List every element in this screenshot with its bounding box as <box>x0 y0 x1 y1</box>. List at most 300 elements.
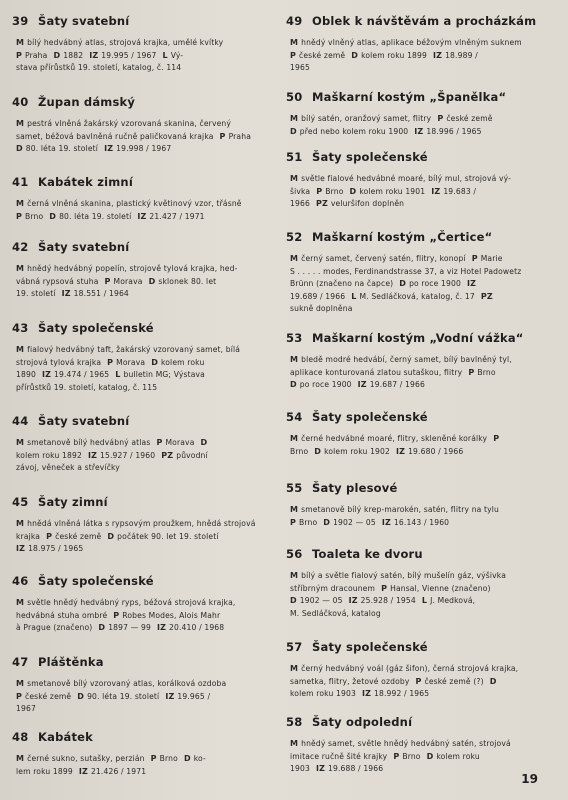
description-line <box>16 691 274 704</box>
field-key: M <box>16 754 25 763</box>
field-key: P <box>468 367 475 377</box>
field-key: PZ <box>161 450 174 460</box>
field-value: 25.928 / 1954 <box>360 596 416 606</box>
description-line <box>290 504 552 517</box>
field-value: světle hnědý hedvábný ryps, béžová strojová krajka, <box>27 598 236 607</box>
description-line <box>16 37 274 50</box>
entry-description <box>12 344 274 394</box>
field-key: L <box>351 291 357 301</box>
field-value: 19.995 / 1967 <box>101 50 157 60</box>
field-value: J. Medková, <box>430 596 476 606</box>
field-key: IZ <box>357 380 367 390</box>
description-line <box>16 543 274 556</box>
field-value: pestrá vlněná žakárský vzorovaná skanina, červený <box>27 119 232 128</box>
entry-heading <box>12 95 274 109</box>
catalog-entry <box>12 414 274 475</box>
description-line <box>16 211 274 224</box>
field-value: smetanově bílý vzorovaný atlas, korálková ozdoba <box>27 679 227 688</box>
description-line <box>290 763 552 776</box>
description-line <box>16 62 274 75</box>
field-key: IZ <box>104 144 114 154</box>
entry-description <box>286 433 552 458</box>
entry-description <box>286 37 552 75</box>
entry-title: Šaty plesové <box>312 481 398 495</box>
entry-heading <box>12 414 274 428</box>
entry-description <box>286 354 552 392</box>
entry-heading <box>286 715 552 729</box>
field-key: M <box>290 174 299 183</box>
field-key: P <box>290 50 297 60</box>
catalog-entry <box>12 95 274 156</box>
field-value: 19.689 / 1966 <box>290 291 346 301</box>
field-value: hedvábná stuha ombré <box>16 610 108 620</box>
field-value: černá vlněná skanina, plastický květinový vzor, třásně <box>27 199 242 208</box>
catalog-entry <box>12 495 274 556</box>
description-line <box>290 517 552 530</box>
field-value: české země (?) <box>424 676 484 686</box>
field-key: D <box>77 691 85 701</box>
description-line <box>16 357 274 370</box>
field-key: IZ <box>381 517 391 527</box>
field-key: D <box>148 276 156 286</box>
description-line <box>16 382 274 395</box>
field-value: světle fialové hedvábné moaré, bílý mul, strojová vý- <box>301 174 512 183</box>
description-line <box>16 263 274 276</box>
entry-heading <box>286 230 552 244</box>
entry-description <box>286 504 552 529</box>
field-value: 1890 <box>16 370 36 380</box>
field-value: 19.683 / <box>443 186 477 196</box>
entry-title: Šaty společenské <box>38 321 154 335</box>
entry-number: 41 <box>12 175 29 189</box>
field-value: kolem roku <box>436 751 480 761</box>
field-key: IZ <box>414 126 424 136</box>
description-line <box>290 198 552 211</box>
field-value: Vý- <box>170 50 184 60</box>
entry-number: 49 <box>286 14 303 28</box>
entry-heading <box>286 481 552 495</box>
field-key: D <box>200 438 208 447</box>
field-key: IZ <box>156 623 167 633</box>
entry-heading <box>12 495 274 509</box>
description-line <box>290 738 552 751</box>
field-key: D <box>183 754 191 763</box>
field-key: P <box>316 186 323 196</box>
field-key: M <box>290 505 299 514</box>
description-line <box>290 751 552 764</box>
field-value: imitace ručně šité krajky <box>290 751 388 761</box>
field-key: P <box>219 131 226 141</box>
entry-number: 44 <box>12 414 29 428</box>
field-value: české země <box>446 114 493 123</box>
field-value: 16.143 / 1960 <box>393 517 450 527</box>
field-value: přírůstků 19. století, katalog, č. 115 <box>16 382 158 392</box>
field-key: D <box>151 357 158 367</box>
field-key: M <box>290 38 299 47</box>
field-value: Brno <box>290 446 309 456</box>
description-line <box>16 344 274 357</box>
entry-description <box>12 518 274 556</box>
field-key: PZ <box>480 291 493 301</box>
catalog-entry <box>12 655 274 716</box>
field-value: sklonek 80. let <box>158 276 217 286</box>
field-key: D <box>290 596 297 606</box>
field-value: 1902 — 05 <box>299 596 343 606</box>
description-line <box>16 450 274 463</box>
description-line <box>16 143 274 156</box>
entry-heading <box>12 14 274 28</box>
field-key: P <box>493 434 500 443</box>
description-line <box>290 570 552 583</box>
entry-heading <box>286 331 552 345</box>
description-line <box>290 113 552 126</box>
field-value: bulletin MG; Výstava <box>123 370 205 380</box>
field-key: IZ <box>348 596 358 606</box>
field-value: 20.410 / 1968 <box>169 623 225 633</box>
entry-description <box>12 263 274 301</box>
field-key: P <box>113 610 120 620</box>
field-key: D <box>351 50 359 60</box>
catalog-entry <box>286 410 552 458</box>
entry-number: 55 <box>286 481 303 495</box>
description-line <box>16 462 274 475</box>
entry-title: Šaty svatební <box>38 14 130 28</box>
description-line <box>290 446 552 459</box>
catalog-entry <box>12 730 274 778</box>
description-line <box>290 688 552 701</box>
description-line <box>290 663 552 676</box>
field-value: 15.927 / 1960 <box>100 450 156 460</box>
entry-title: Šaty zimní <box>38 495 108 509</box>
field-value: 1965 <box>290 63 310 73</box>
field-key: M <box>290 254 299 263</box>
entry-title: Župan dámský <box>38 95 136 109</box>
entry-title: Maškarní kostým „Čertice“ <box>312 230 493 244</box>
field-value: vábná rypsová stuha <box>16 276 99 286</box>
field-key: D <box>323 517 331 527</box>
field-value: M. Sedláčková, katalog <box>290 608 381 618</box>
entry-heading <box>286 150 552 164</box>
field-value: 1902 — 05 <box>333 517 376 527</box>
field-value: sukně doplněna <box>290 304 353 314</box>
field-value: 1903 <box>290 764 310 774</box>
field-value: kolem roku <box>160 357 205 367</box>
field-value: 18.992 / 1965 <box>374 689 430 699</box>
catalog-entry <box>286 230 552 316</box>
entry-description <box>12 678 274 716</box>
entry-heading <box>12 655 274 669</box>
field-value: stříbrným dracounem <box>290 583 376 593</box>
entry-number: 47 <box>12 655 29 669</box>
field-value: Morava <box>116 357 146 367</box>
entry-heading <box>286 14 552 28</box>
field-value: Praha <box>228 131 251 141</box>
field-key: IZ <box>466 279 477 289</box>
field-value: po roce 1900 <box>409 279 461 289</box>
field-key: IZ <box>89 50 99 60</box>
description-line <box>290 379 552 392</box>
field-value: černé sukno, sutašky, perzián <box>27 754 145 763</box>
entry-number: 51 <box>286 150 303 164</box>
field-value: M. Sedláčková, katalog, č. 17 <box>359 291 475 301</box>
field-key: D <box>107 531 115 541</box>
field-value: Morava <box>113 276 143 286</box>
entry-title: Šaty odpolední <box>312 715 413 729</box>
description-line <box>16 531 274 544</box>
field-key: M <box>16 199 25 208</box>
field-key: M <box>16 679 25 688</box>
entry-title: Toaleta ke dvoru <box>312 547 423 561</box>
field-key: P <box>46 531 53 541</box>
field-key: M <box>16 38 25 47</box>
field-value: ko- <box>193 754 206 763</box>
entry-description <box>12 753 274 778</box>
field-key: IZ <box>165 691 175 701</box>
entry-heading <box>12 730 274 744</box>
entry-title: Šaty společenské <box>312 150 428 164</box>
field-value: šivka <box>290 186 311 196</box>
field-key: M <box>16 519 25 528</box>
field-key: L <box>421 596 428 606</box>
entry-description <box>12 118 274 156</box>
field-value: hnědý hedvábný popelín, strojově tylová krajka, hed- <box>27 264 238 273</box>
field-key: IZ <box>315 764 326 774</box>
field-value: 19. století <box>16 289 56 299</box>
field-key: P <box>104 276 111 286</box>
entry-heading <box>12 574 274 588</box>
field-key: P <box>107 357 114 367</box>
field-value: černé hedvábné moaré, flitry, skleněné korálky <box>301 434 488 443</box>
entry-heading <box>286 547 552 561</box>
field-value: 19.688 / 1966 <box>328 764 384 774</box>
field-value: 19.474 / 1965 <box>54 370 110 380</box>
field-key: IZ <box>361 689 372 699</box>
field-value: 1897 — 99 <box>108 623 151 633</box>
field-value: kolem roku 1892 <box>16 450 82 460</box>
description-line <box>16 288 274 301</box>
field-value: strojová tylová krajka <box>16 357 102 367</box>
entry-description <box>12 198 274 223</box>
field-value: smetanově bílý hedvábný atlas <box>27 438 151 447</box>
field-key: IZ <box>433 50 443 60</box>
field-value: Brno <box>325 186 344 196</box>
entry-title: Šaty společenské <box>38 574 154 588</box>
field-key: IZ <box>87 450 98 460</box>
entry-number: 39 <box>12 14 29 28</box>
description-line <box>16 131 274 144</box>
catalog-entry <box>286 331 552 392</box>
entry-description <box>286 738 552 776</box>
description-line <box>16 622 274 635</box>
field-value: aplikace konturovaná zlatou sutaškou, flitry <box>290 367 463 377</box>
field-key: M <box>16 345 25 354</box>
entry-description <box>286 663 552 701</box>
description-line <box>290 37 552 50</box>
catalog-entry <box>286 547 552 620</box>
description-line <box>16 518 274 531</box>
field-value: kolem roku 1901 <box>359 186 426 196</box>
field-value: hnědý samet, světle hnědý hedvábný satén, strojová <box>301 739 511 748</box>
field-value: 90. léta 19. století <box>87 691 160 701</box>
description-line <box>290 303 552 316</box>
description-line <box>290 367 552 380</box>
field-key: D <box>290 126 297 136</box>
field-key: M <box>16 438 25 447</box>
catalog-entry <box>286 715 552 776</box>
entry-number: 58 <box>286 715 303 729</box>
entry-description <box>286 570 552 620</box>
field-key: D <box>49 211 57 221</box>
entry-number: 53 <box>286 331 303 345</box>
description-line <box>290 62 552 75</box>
field-key: D <box>426 751 434 761</box>
field-value: Brno <box>402 751 421 761</box>
field-value: hnědá vlněná látka s rypsovým proužkem, hnědá strojová <box>27 519 256 528</box>
field-value: české země <box>25 691 72 701</box>
field-key: IZ <box>61 289 71 299</box>
entry-heading <box>286 410 552 424</box>
entry-heading <box>12 175 274 189</box>
field-key: D <box>314 446 322 456</box>
field-value: Brno <box>299 517 318 527</box>
field-value: černý samet, červený satén, flitry, konopí <box>301 254 466 263</box>
field-value: původní <box>176 450 208 460</box>
field-value: 19.687 / 1966 <box>369 380 425 390</box>
field-key: D <box>98 623 106 633</box>
entry-title: Šaty svatební <box>38 414 130 428</box>
entry-title: Pláštěnka <box>38 655 104 669</box>
entry-title: Šaty svatební <box>38 240 130 254</box>
field-value: 19.998 / 1967 <box>116 144 172 154</box>
field-key: D <box>16 144 23 154</box>
description-line <box>290 354 552 367</box>
entry-title: Kabátek zimní <box>38 175 133 189</box>
field-value: fialový hedvábný taft, žakárský vzorovaný samet, bílá <box>27 345 241 354</box>
page-number: 19 <box>521 772 538 786</box>
entry-number: 54 <box>286 410 303 424</box>
description-line <box>16 610 274 623</box>
field-value: samet, béžová bavlněná ručně paličkovaná krajka <box>16 131 214 141</box>
entry-number: 57 <box>286 640 303 654</box>
entry-title: Šaty společenské <box>312 640 428 654</box>
entry-heading <box>286 640 552 654</box>
catalog-entry <box>286 640 552 701</box>
field-value: české země <box>55 531 102 541</box>
entry-number: 42 <box>12 240 29 254</box>
entry-number: 50 <box>286 90 303 104</box>
field-key: M <box>16 264 25 273</box>
field-key: P <box>16 691 23 701</box>
field-value: 21.427 / 1971 <box>149 211 205 221</box>
field-value: před nebo kolem roku 1900 <box>299 126 409 136</box>
field-value: české země <box>299 50 346 60</box>
field-value: po roce 1900 <box>299 380 352 390</box>
field-value: kolem roku 1902 <box>324 446 390 456</box>
field-value: Brno <box>25 211 44 221</box>
field-value: 18.996 / 1965 <box>426 126 482 136</box>
description-line <box>16 50 274 63</box>
description-line <box>290 253 552 266</box>
description-line <box>290 173 552 186</box>
field-value: Morava <box>165 438 195 447</box>
description-line <box>290 278 552 291</box>
field-key: L <box>162 50 168 60</box>
field-value: kolem roku 1903 <box>290 689 356 699</box>
field-value: 21.426 / 1971 <box>90 766 147 776</box>
entry-number: 56 <box>286 547 303 561</box>
entry-number: 52 <box>286 230 303 244</box>
field-key: P <box>471 254 478 263</box>
field-key: P <box>381 583 388 593</box>
field-value: stava přírůstků 19. století, katalog, č. 114 <box>16 63 182 73</box>
field-key: IZ <box>396 446 406 456</box>
field-value: bílý hedvábný atlas, strojová krajka, umělé kvítky <box>27 38 224 47</box>
entry-title: Maškarní kostým „Vodní vážka“ <box>312 331 524 345</box>
field-value: 1966 <box>290 199 310 209</box>
field-value: S . . . . . modes, Ferdinandstrasse 37, a viz Hotel Padowetz <box>290 266 522 276</box>
field-value: 18.551 / 1964 <box>73 289 129 299</box>
entry-title: Maškarní kostým „Španělka“ <box>312 90 507 104</box>
field-key: D <box>489 676 497 686</box>
description-line <box>290 433 552 446</box>
field-value: kolem roku 1899 <box>361 50 427 60</box>
description-line <box>16 703 274 716</box>
field-key: D <box>53 50 61 60</box>
field-key: L <box>115 370 121 380</box>
field-key: M <box>290 664 299 673</box>
entry-description <box>12 437 274 475</box>
field-value: 80. léta 19. století <box>25 144 99 154</box>
field-value: závoj, věneček a střevíčky <box>16 463 120 473</box>
entry-description <box>286 113 552 138</box>
catalog-entry <box>12 574 274 635</box>
field-value: Brno <box>477 367 496 377</box>
field-value: Marie <box>480 254 503 263</box>
description-line <box>290 266 552 279</box>
description-line <box>16 118 274 131</box>
catalog-entry <box>286 14 552 75</box>
field-value: 18.989 / <box>445 50 478 60</box>
description-line <box>290 676 552 689</box>
field-value: bílý satén, oranžový samet, flitry <box>301 114 432 123</box>
field-value: smetanově bílý krep-marokén, satén, flitry na tylu <box>301 505 500 514</box>
entry-heading <box>12 240 274 254</box>
field-key: M <box>16 119 25 128</box>
description-line <box>290 50 552 63</box>
catalog-entry <box>12 240 274 301</box>
field-key: M <box>16 598 25 607</box>
entry-number: 45 <box>12 495 29 509</box>
description-line <box>16 597 274 610</box>
description-line <box>16 369 274 382</box>
entry-number: 43 <box>12 321 29 335</box>
field-key: IZ <box>431 186 441 196</box>
field-value: veluršifon doplněn <box>330 199 405 209</box>
description-line <box>16 437 274 450</box>
field-value: 18.975 / 1965 <box>28 544 84 554</box>
entry-title: Kabátek <box>38 730 94 744</box>
entry-description <box>286 173 552 211</box>
entry-title: Oblek k návštěvám a procházkám <box>312 14 537 28</box>
description-line <box>290 608 552 621</box>
field-key: P <box>437 114 444 123</box>
field-value: 19.965 / <box>177 691 211 701</box>
field-key: P <box>16 50 23 60</box>
catalog-entry <box>286 90 552 138</box>
field-value: hnědý vlněný atlas, aplikace béžovým vlněným suknem <box>301 38 522 47</box>
field-value: 19.680 / 1966 <box>408 446 464 456</box>
field-value: Robes Modes, Alois Mahr <box>122 610 221 620</box>
